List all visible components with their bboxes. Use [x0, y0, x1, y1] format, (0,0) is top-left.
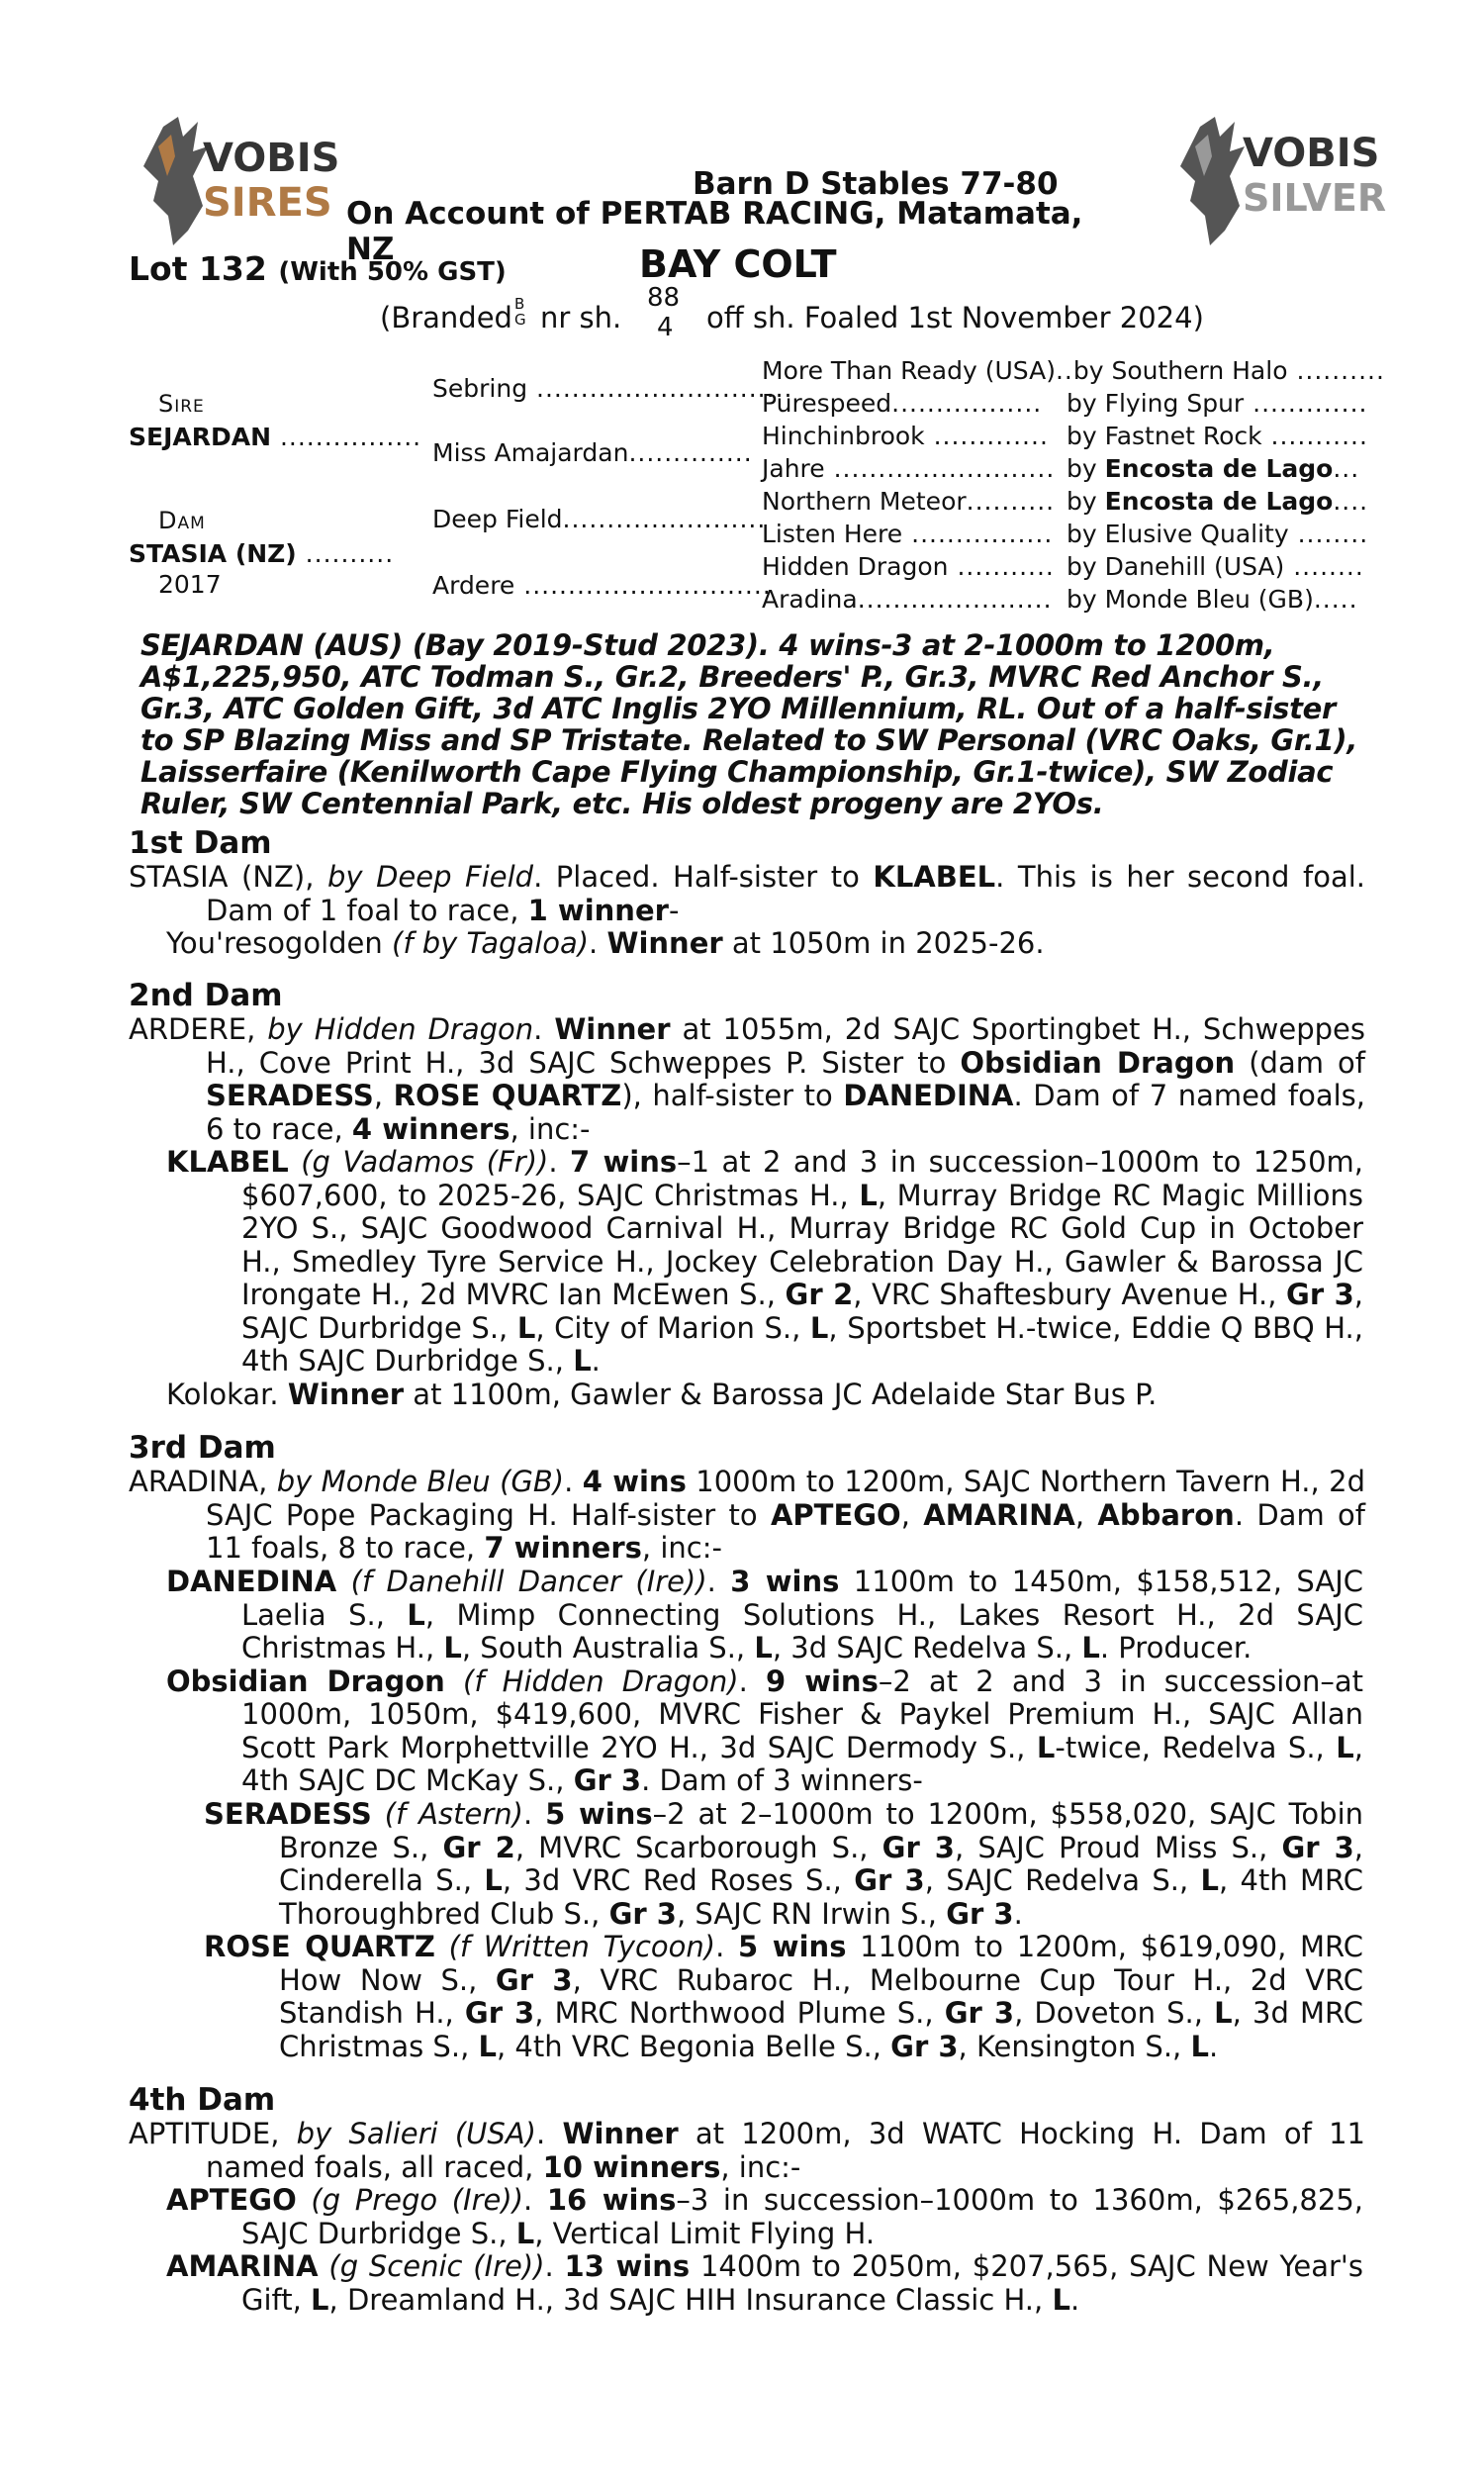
g3-name-7: Hidden Dragon	[762, 552, 949, 581]
g3-by-4: by	[1067, 454, 1105, 483]
svg-text:SILVER: SILVER	[1243, 176, 1387, 220]
logo-text-bottom: SIRES	[203, 180, 332, 226]
brand-num-top: 88	[647, 283, 681, 313]
dam-dam: Ardere	[432, 571, 515, 600]
third-dam-progeny: DANEDINA (f Danehill Dancer (Ire)). 3 wins 1100m to 1450m, $158,512, SAJC Laelia S., L, Mimp Connecting Solutions H., Lakes Resort H., 2d SAJC Christmas H., L, South Australia S., L, 3d SAJC Redelva S., L. Producer. Obsidian Dragon (f Hidden Dragon). 9 wins–2 at 2 and 3 in succession–at 1000m, 1050m, $419,600, MVRC Fisher & Paykel Premium H., SAJC Allan Scott Park Morphettville 2YO H., 3d SAJC Dermody S., L-twice, Redelva S., L, 4th SAJC DC McKay S., Gr 3. Dam of 3 winners-	[166, 1565, 1364, 1797]
lot-number	[129, 249, 507, 288]
fourth-dam-text: APTITUDE, by Salieri (USA). Winner at 1200m, 3d WATC Hocking H. Dam of 11 named foals, all raced, 10 winners, inc:-	[129, 2117, 1366, 2184]
brand-num-bottom: 4	[657, 313, 674, 342]
g3-name-3: Hinchinbrook	[762, 422, 925, 450]
first-dam-progeny: You'resogolden (f by Tagaloa). Winner at 1050m in 2025-26.	[166, 926, 1045, 960]
third-dam-heading: 3rd Dam	[129, 1430, 276, 1466]
lot-label: Lot 132	[129, 249, 267, 288]
klabel-entry: KLABEL (g Vadamos (Fr)). 7 wins–1 at 2 and 3 in succession–1000m to 1250m, $607,600, to 2025-26, SAJC Christmas H., L, Murray Bridge RC Magic Millions 2YO S., SAJC Goodwood Carnival H., Murray Bridge RC Gold Cup in October H., Smedley Tyre Service H., Jockey Celebration Day H., Gawler & Barossa JC Irongate H., 2d MVRC Ian McEwen S., Gr 2, VRC Shaftesbury Avenue H., Gr 3, SAJC Durbridge S., L, City of Marion S., L, Sportsbet H.-twice, Eddie Q BBQ H., 4th SAJC Durbridge S., L. Kolokar. Winner at 1100m, Gawler & Barossa JC Adelaide Star Bus P.	[166, 1145, 1364, 1411]
brand-mid: nr sh.	[540, 301, 622, 334]
sire-sire: Sebring	[432, 374, 528, 403]
gst-note: (With 50% GST)	[278, 257, 507, 287]
g3-name-1: More Than Ready (USA)	[762, 356, 1056, 385]
g3-name-5: Northern Meteor	[762, 487, 967, 516]
sire-dam: Miss Amajardan	[432, 438, 629, 467]
g3-by-3: by Fastnet Rock	[1067, 422, 1262, 450]
brand-mark-top: B	[514, 295, 525, 313]
logo-text-top: VOBIS	[203, 136, 340, 181]
g3-name-4: Jahre	[762, 454, 825, 483]
g3-name-8: Aradina	[762, 585, 858, 614]
g3-by-5: by	[1067, 487, 1105, 516]
g3-name-2: Purespeed	[762, 389, 892, 418]
vobis-sires-logo	[124, 107, 340, 255]
g3-by-1: by Southern Halo	[1072, 356, 1288, 385]
dam-foaled-year: 2017	[158, 570, 222, 599]
dam-sire: Deep Field	[432, 505, 563, 533]
brand-open: (Branded	[380, 301, 512, 334]
fourth-dam-heading: 4th Dam	[129, 2082, 276, 2118]
dam-label: Dam	[158, 507, 206, 534]
horse-description: BAY COLT	[639, 242, 837, 286]
third-dam-text: ARADINA, by Monde Bleu (GB). 4 wins 1000m to 1200m, SAJC Northern Tavern H., 2d SAJC Pope Packaging H. Half-sister to APTEGO, AMARINA, Abbaron. Dam of 11 foals, 8 to race, 7 winners, inc:-	[129, 1465, 1365, 1565]
g3-by-2: by Flying Spur	[1067, 389, 1245, 418]
svg-text:VOBIS: VOBIS	[1243, 131, 1380, 176]
g3-by-8: by Monde Bleu (GB)	[1067, 585, 1314, 614]
dam-name: STASIA (NZ)	[129, 539, 297, 568]
first-dam-heading: 1st Dam	[129, 825, 272, 861]
g3-by-6: by Elusive Quality	[1067, 520, 1289, 548]
g3-name-6: Listen Here	[762, 520, 903, 548]
second-dam-text: ARDERE, by Hidden Dragon. Winner at 1055m, 2d SAJC Sportingbet H., Schweppes H., Cove Print H., 3d SAJC Schweppes P. Sister to Obsidian Dragon (dam of SERADESS, ROSE QUARTZ), half-sister to DANEDINA. Dam of 7 named foals, 6 to race, 4 winners, inc:-	[129, 1012, 1366, 1146]
g3-by-bold-4: Encosta de Lago	[1104, 454, 1334, 483]
second-dam-heading: 2nd Dam	[129, 978, 283, 1013]
first-dam-text: STASIA (NZ), by Deep Field. Placed. Half-sister to KLABEL. This is her second foal. Dam of 1 foal to race, 1 winner-	[129, 860, 1365, 927]
g3-by-bold-5: Encosta de Lago	[1104, 487, 1334, 516]
obsidian-dragon-progeny: SERADESS (f Astern). 5 wins–2 at 2–1000m to 1200m, $558,020, SAJC Tobin Bronze S., Gr 2, MVRC Scarborough S., Gr 3, SAJC Proud Miss S., Gr 3, Cinderella S., L, 3d VRC Red Roses S., Gr 3, SAJC Redelva S., L, 4th MRC Thoroughbred Club S., Gr 3, SAJC RN Irwin S., Gr 3. ROSE QUARTZ (f Written Tycoon). 5 wins 1100m to 1200m, $619,090, MRC How Now S., Gr 3, VRC Rubaroc H., Melbourne Cup Tour H., 2d VRC Standish H., Gr 3, MRC Northwood Plume S., Gr 3, Doveton S., L, 3d MRC Christmas S., L, 4th VRC Begonia Belle S., Gr 3, Kensington S., L.	[204, 1797, 1364, 2063]
fourth-dam-progeny: APTEGO (g Prego (Ire)). 16 wins–3 in succession–1000m to 1360m, $265,825, SAJC Durbridge S., L, Vertical Limit Flying H. AMARINA (g Scenic (Ire)). 13 wins 1400m to 2050m, $207,565, SAJC New Year's Gift, L, Dreamland H., 3d SAJC HIH Insurance Classic H., L.	[166, 2183, 1364, 2317]
sire-summary: SEJARDAN (AUS) (Bay 2019-Stud 2023). 4 wins-3 at 2-1000m to 1200m, A$1,225,950, ATC Todman S., Gr.2, Breeders' P., Gr.3, MVRC Red Anchor S., Gr.3, ATC Golden Gift, 3d ATC Inglis 2YO Millennium, RL. Out of a half-sister to SP Blazing Miss and SP Tristate. Related to SW Personal (VRC Oaks, Gr.1), Laisserfaire (Kenilworth Cape Flying Championship, Gr.1-twice), SW Zodiac Ruler, SW Centennial Park, etc. His oldest progeny are 2YOs.	[140, 628, 1358, 820]
vobis-silver-logo	[1165, 107, 1387, 255]
brand-mark-bottom: G	[514, 311, 526, 329]
vendor-account: On Account of PERTAB RACING, Matamata, NZ	[346, 196, 1083, 267]
sire-name: SEJARDAN	[129, 423, 272, 451]
brand-close: off sh. Foaled 1st November 2024)	[706, 301, 1204, 334]
catalogue-page: VOBIS SIRES VOBIS SILVER Barn D Stables 77-80 On Account of PERTAB RACING, Matamata, NZ Lot 132 (With 50% GST) BAY COLT (Branded B G nr sh. 88 4 off sh. Foaled 1st November 2024) Sire SEJARDAN ................ Dam STASIA (NZ) .......... 2017 Sebring ............................. Miss Amajardan.............. Deep Field....................... Ardere ............................ More Than Ready (USA)..by Southern Halo .......... Purespeed................. by Flying Spur ............. Hinchinbrook ............. by Fastnet Rock ........... Jahre ......................... by Encosta de Lago... Northern Meteor.......... by Encosta de Lago.... Listen Here ................ by Elusive Quality ........ Hidden Dragon ........... by Danehill (USA) ........ Aradina...................... by Monde Bleu (GB)..... SEJARDAN (AUS) (Bay 2019-Stud 2023). 4 wins-3 at 2-1000m to 1200m, A$1,225,950, ATC Todman S., Gr.2, Breeders' P., Gr.3, MVRC Red Anchor S., Gr.3, ATC Golden Gift, 3d ATC Inglis 2YO Millennium, RL. Out of a half-sister to SP Blazing Miss and SP Tristate. Related to SW Personal (VRC Oaks, Gr.1), Laisserfaire (Kenilworth Cape Flying Championship, Gr.1-twice), SW Zodiac Ruler, SW Centennial Park, etc. His oldest progeny are 2YOs. 1st Dam STASIA (NZ), by Deep Field. Placed. Half-sister to KLABEL. This is her second foal. Dam of 1 foal to race, 1 winner- You'resogolden (f by Tagaloa). Winner at 1050m in 2025-26. 2nd Dam ARDERE, by Hidden Dragon. Winner at 1055m, 2d SAJC Sportingbet H., Schweppes H., Cove Print H., 3d SAJC Schweppes P. Sister to Obsidian Dragon (dam of SERADESS, ROSE QUARTZ), half-sister to DANEDINA. Dam of 7 named foals, 6 to race, 4 winners, inc:- KLABEL (g Vadamos (Fr)). 7 wins–1 at 2 and 3 in succession–1000m to 1250m, $607,600, to 2025-26, SAJC Christmas H., L, Murray Bridge RC Magic Millions 2YO S., SAJC Goodwood Carnival H., Murray Bridge RC Gold Cup in October H., Smedley Tyre Service H., Jockey Celebration Day H., Gawler & Barossa JC Irongate H., 2d MVRC Ian McEwen S., Gr 2, VRC Shaftesbury Avenue H., Gr 3, SAJC Durbridge S., L, City of Marion S., L, Sportsbet H.-twice, Eddie Q BBQ H., 4th SAJC Durbridge S., L. Kolokar. Winner at 1100m, Gawler & Barossa JC Adelaide Star Bus P. 3rd Dam ARADINA, by Monde Bleu (GB). 4 wins 1000m to 1200m, SAJC Northern Tavern H., 2d SAJC Pope Packaging H. Half-sister to APTEGO, AMARINA, Abbaron. Dam of 11 foals, 8 to race, 7 winners, inc:- DANEDINA (f Danehill Dancer (Ire)). 3 wins 1100m to 1450m, $158,512, SAJC Laelia S., L, Mimp Connecting Solutions H., Lakes Resort H., 2d SAJC Christmas H., L, South Australia S., L, 3d SAJC Redelva S., L. Producer. Obsidian Dragon (f Hidden Dragon). 9 wins–2 at 2 and 3 in succession–at 1000m, 1050m, $419,600, MVRC Fisher & Paykel Premium H., SAJC Allan Scott Park Morphettville 2YO H., 3d SAJC Dermody S., L-twice, Redelva S., L, 4th SAJC DC McKay S., Gr 3. Dam of 3 winners- SERADESS (f Astern). 5 wins–2 at 2–1000m to 1200m, $558,020, SAJC Tobin Bronze S., Gr 2, MVRC Scarborough S., Gr 3, SAJC Proud Miss S., Gr 3, Cinderella S., L, 3d VRC Red Roses S., Gr 3, SAJC Redelva S., L, 4th MRC Thoroughbred Club S., Gr 3, SAJC RN Irwin S., Gr 3. ROSE QUARTZ (f Written Tycoon). 5 wins 1100m to 1200m, $619,090, MRC How Now S., Gr 3, VRC Rubaroc H., Melbourne Cup Tour H., 2d VRC Standish H., Gr 3, MRC Northwood Plume S., Gr 3, Doveton S., L, 3d MRC Christmas S., L, 4th VRC Begonia Belle S., Gr 3, Kensington S., L. 4th Dam APTITUDE, by Salieri (USA). Winner at 1200m, 3d WATC Hocking H. Dam of 11 named foals, all raced, 10 winners, inc:- APTEGO (g Prego (Ire)). 16 wins–3 in succession–1000m to 1360m, $265,825, SAJC Durbridge S., L, Vertical Limit Flying H. AMARINA (g Scenic (Ire)). 13 wins 1400m to 2050m, $207,565, SAJC New Year's Gift, L, Dreamland H., 3d SAJC HIH Insurance Classic H., L.	[0, 0, 1484, 2474]
sire-label: Sire	[158, 390, 205, 418]
barn-location: Barn D Stables 77-80	[693, 166, 1059, 202]
g3-by-7: by Danehill (USA)	[1067, 552, 1285, 581]
